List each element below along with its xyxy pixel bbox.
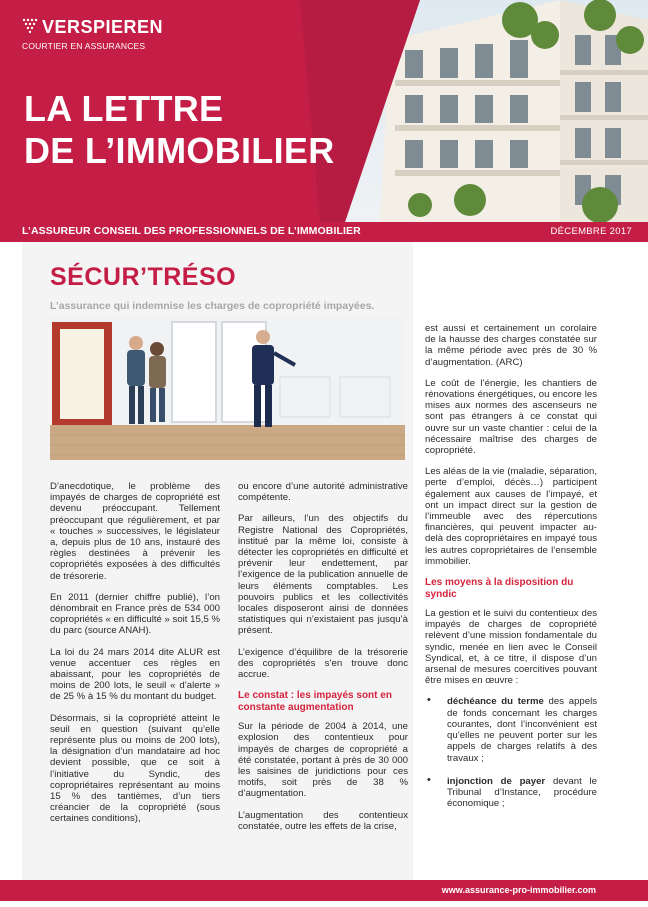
- list-item-text: des appels de fonds concernant les charges courantes, dont l’inconvénient est qu’elles ne peuvent porter sur les appels de charges relatifs à des travaux ;: [447, 696, 597, 764]
- tagline-banner: [0, 222, 648, 242]
- apartment-visit-photo: [50, 317, 405, 460]
- logo-mark-icon: [22, 18, 40, 36]
- article-column-1: [50, 481, 220, 835]
- header: [0, 0, 648, 222]
- paragraph: En 2011 (dernier chiffre publié), l’on dénombrait en France près de 534 000 copropriétés « en difficulté » soit 15,5 % du parc (source ANAH).: [50, 591, 220, 637]
- section-heading-constat: Le constat : les impayés sont en constante augmentation: [238, 690, 392, 713]
- paragraph: Les aléas de la vie (maladie, séparation, perte d’emploi, décès…) participent également aux causes de l’impayé, et ont un impact direct sur la gestion de l’immeuble avec des répercutions financières, qui peuvent impacter au-delà des copropriétaires en impayé tous les autres copropriétaires de l’ensemble immobilier.: [425, 466, 597, 567]
- paragraph: D’anecdotique, le problème des impayés de charges de copropriété est devenu préoccupant. Tellement préoccupant que régulièrement, et par « touches » successives, le législateur a, depuis plus de 10 ans, instauré des règles destinées à prévenir les copropriétés exposées à des difficultés de trésorerie.: [50, 481, 220, 582]
- website-link[interactable]: www.assurance-pro-immobilier.com: [441, 885, 596, 895]
- verspieren-logo: [22, 14, 222, 54]
- list-item-term: déchéance du terme: [447, 696, 544, 708]
- paragraph: Sur la période de 2004 à 2014, une explosion des contentieux pour impayés de charges de copropriété a été constatée, portant à près de 30 000 les saisines de juridictions pour ces motifs, soit près de 38 % d’augmentation.: [238, 721, 408, 800]
- list-item: [425, 696, 597, 763]
- article-column-2: [238, 481, 408, 842]
- section-heading-moyens: Les moyens à la disposition du syndic: [425, 577, 574, 600]
- logo-name: VERSPIEREN: [42, 17, 164, 37]
- title-line-1: LA LETTRE: [24, 88, 224, 129]
- list-item: [425, 776, 597, 810]
- footer: [0, 880, 648, 901]
- paragraph: ou encore d’une autorité administrative compétente.: [238, 481, 408, 504]
- measures-list: [425, 696, 597, 809]
- issue-date: DÉCEMBRE 2017: [550, 226, 632, 237]
- list-item-text: devant le Tribunal d’Instance, procédure économique ;: [447, 775, 597, 810]
- paragraph: L’augmentation des contentieux constatée, outre les effets de la crise,: [238, 809, 408, 832]
- newsletter-title: [24, 88, 354, 172]
- paragraph: L’exigence d’équilibre de la trésorerie des copropriétés s’en trouve donc accrue.: [238, 646, 408, 681]
- logo-tagline: COURTIER EN ASSURANCES: [22, 41, 146, 51]
- paragraph: Par ailleurs, l’un des objectifs du Registre National des Copropriétés, institué par la même loi, consiste à détecter les copropriétés en difficulté et prévenir leur endettement, par l’exigence de la publication annuelle de leurs éléments comptables. Les pouvoirs publics et les collectivités locales disposeront ainsi de données statistiques qui n’existaient pas jusqu’à présent.: [238, 513, 408, 637]
- list-item-term: injonction de payer: [447, 775, 546, 787]
- article-photo: [50, 317, 405, 460]
- title-line-2: DE L’IMMOBILIER: [24, 130, 335, 171]
- paragraph: La loi du 24 mars 2014 dite ALUR est venue accentuer ces règles en abaissant, pour les copropriétés de moins de 200 lots, le seuil « d’alerte » de 25 % à 15 % du montant du budget.: [50, 646, 220, 703]
- paragraph: est aussi et certainement un corolaire de la hausse des charges constatée sur la même période avec près de 30 % d’augmentation. (ARC): [425, 323, 597, 368]
- paragraph: Le coût de l’énergie, les chantiers de rénovations énergétiques, ou encore les mises aux normes des ascenseurs ne sont pas étrangers à ce constat qui ouvre sur un vaste chantier : celui de la nécessaire maîtrise des charges de copropriété.: [425, 377, 597, 457]
- tagline-text: L’ASSUREUR CONSEIL DES PROFESSIONNELS DE L’IMMOBILIER: [22, 225, 361, 237]
- paragraph: Désormais, si la copropriété atteint le seuil en question (suivant qu’elle représente plus ou moins de 200 lots), la désignation d’un mandataire ad hoc devient possible, que ce soit à l’initiative du Syndic, des copropriétaires représentant au moins 15 % des tantièmes, d’un tiers créancier de la copropriété (sous certaines conditions),: [50, 712, 220, 825]
- article-column-3: [425, 323, 597, 821]
- article-subtitle: L’assurance qui indemnise les charges de copropriété impayées.: [50, 300, 375, 312]
- paragraph: La gestion et le suivi du contentieux des impayés de charges de copropriété relèvent d’une mission fondamentale du syndic, menée en lien avec le Conseil Syndical, et, à ce titre, il dispose d’un arsenal de mesures coercitives pouvant être mises en œuvre :: [425, 608, 597, 687]
- article-title: SÉCUR’TRÉSO: [50, 263, 237, 291]
